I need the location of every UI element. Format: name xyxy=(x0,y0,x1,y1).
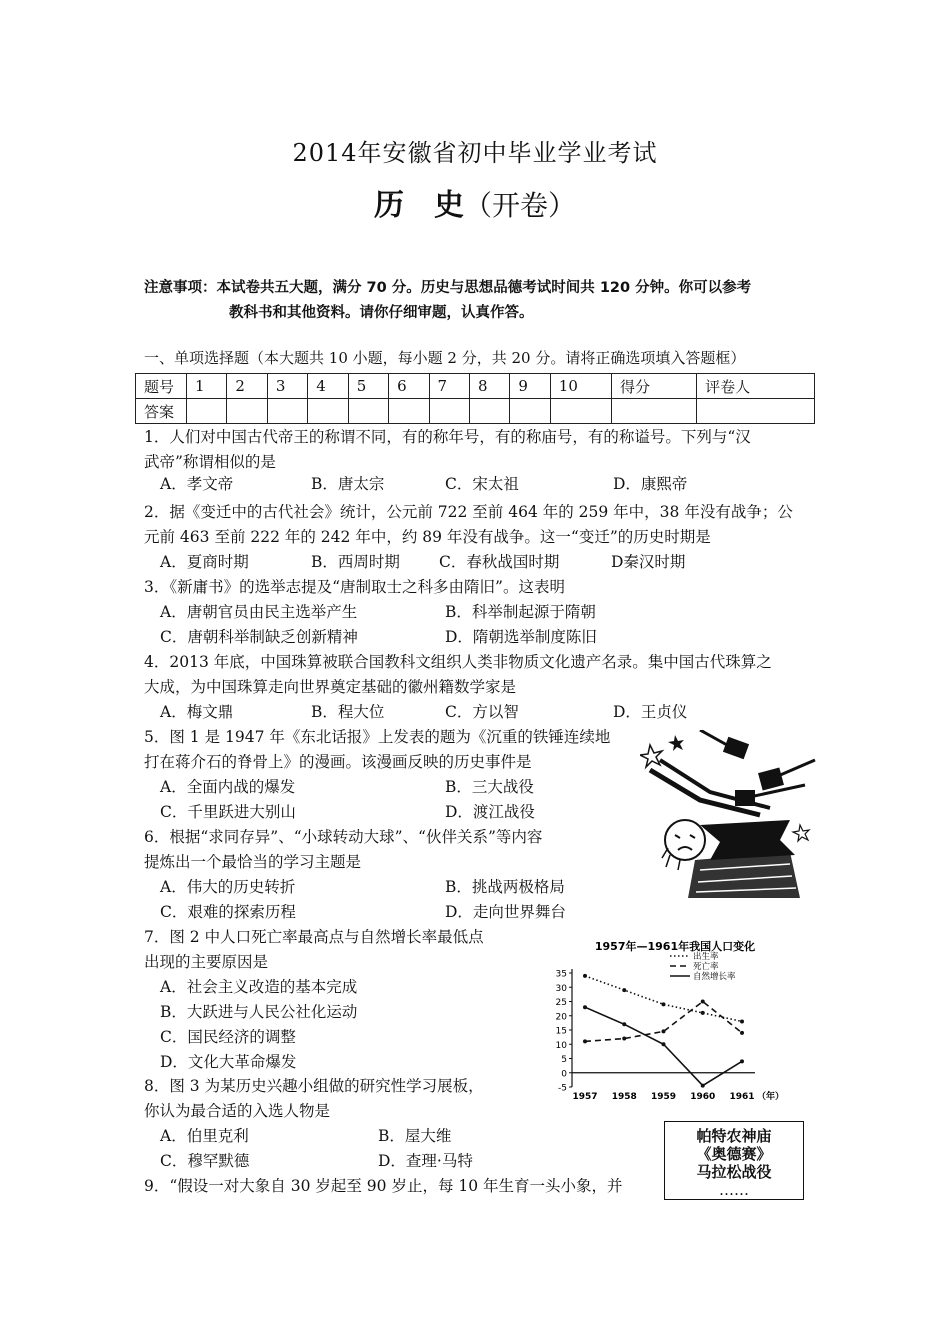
answer-input-cell[interactable] xyxy=(429,399,469,424)
data-point xyxy=(740,1019,744,1023)
q4-option-b: B．程大位 xyxy=(311,703,385,721)
data-point xyxy=(662,1002,666,1006)
q7-line-1: 7．图 2 中人口死亡率最高点与自然增长率最低点 xyxy=(144,928,484,946)
data-point xyxy=(662,1029,666,1033)
q1-option-c: C．宋太祖 xyxy=(445,475,519,493)
y-tick-label: 20 xyxy=(555,1012,567,1023)
y-tick-label: 35 xyxy=(555,969,567,980)
answer-input-cell[interactable] xyxy=(227,399,267,424)
display-board-line: …… xyxy=(719,1181,749,1199)
data-point xyxy=(583,1039,587,1043)
score-cell[interactable] xyxy=(612,399,697,424)
y-tick-label: 5 xyxy=(561,1055,567,1065)
q8-option-b: B．屋大维 xyxy=(378,1127,452,1145)
x-tick-label: 1957 xyxy=(572,1092,598,1100)
q3-option-d: D．隋朝选举制度陈旧 xyxy=(445,628,597,646)
q5-option-d: D．渡江战役 xyxy=(445,803,535,821)
answer-table-cell: 4 xyxy=(308,374,348,399)
answer-input-cell[interactable] xyxy=(187,399,227,424)
q2-option-d: D秦汉时期 xyxy=(611,553,686,571)
population-chart xyxy=(540,935,805,1100)
q2-line-1: 2．据《变迁中的古代社会》统计，公元前 722 至前 464 年的 259 年中，38 年没有战争；公 xyxy=(144,503,793,521)
answer-table-cell: 9 xyxy=(510,374,550,399)
q3-line-1: 3．《新庸书》的选举志提及“唐制取士之科多由隋旧”。这表明 xyxy=(144,578,565,596)
x-tick-label: 1959 xyxy=(650,1092,677,1100)
display-board xyxy=(664,1121,804,1200)
y-tick-label: 15 xyxy=(555,1026,567,1037)
q8-option-d: D．查理·马特 xyxy=(378,1152,473,1170)
answer-table-cell: 答案 xyxy=(136,399,187,424)
data-point xyxy=(622,988,626,992)
answer-table-cell: 评卷人 xyxy=(697,374,815,399)
q6-option-c: C．艰难的探索历程 xyxy=(160,903,296,921)
chart-title: 1957年—1961年我国人口变化 xyxy=(594,940,756,953)
answer-table-cell: 题号 xyxy=(136,374,187,399)
answer-table-cell: 3 xyxy=(267,374,307,399)
q2-line-2: 元前 463 至前 222 年的 242 年中，约 89 年没有战争。这一“变迁”的历史时期是 xyxy=(144,528,711,546)
answer-table-cell: 6 xyxy=(389,374,429,399)
subject-name: 历 史 xyxy=(373,188,464,223)
q8-option-a: A．伯里克利 xyxy=(160,1127,249,1145)
x-tick-label: 1961 xyxy=(729,1092,755,1100)
y-tick-label: -5 xyxy=(558,1083,567,1094)
answer-input-cell[interactable] xyxy=(267,399,307,424)
q2-option-a: A．夏商时期 xyxy=(160,553,249,571)
q7-option-d: D．文化大革命爆发 xyxy=(160,1053,297,1071)
series-line-1 xyxy=(585,1002,742,1042)
grader-cell[interactable] xyxy=(697,399,815,424)
q3-option-c: C．唐朝科举制缺乏创新精神 xyxy=(160,628,358,646)
q5-option-c: C．千里跃进大别山 xyxy=(160,803,296,821)
answer-table-cell: 5 xyxy=(348,374,388,399)
data-point xyxy=(583,1005,587,1009)
q4-option-d: D．王贞仪 xyxy=(613,703,688,721)
q2-option-c: C．春秋战国时期 xyxy=(439,553,560,571)
data-point xyxy=(740,1059,744,1063)
q9-line-1: 9．“假设一对大象自 30 岁起至 90 岁止，每 10 年生育一头小象，并 xyxy=(144,1177,623,1195)
data-point xyxy=(622,1022,626,1026)
legend-label: 死亡率 xyxy=(693,962,719,972)
subject-note: （开卷） xyxy=(463,189,576,222)
exam-title: 2014年安徽省初中毕业学业考试 xyxy=(292,139,658,167)
display-board-line: 《奥德赛》 xyxy=(696,1145,772,1163)
legend-label: 自然增长率 xyxy=(693,972,736,982)
q8-line-2: 你认为最合适的入选人物是 xyxy=(144,1102,331,1120)
answer-table-header-row xyxy=(136,374,815,399)
answer-input-cell[interactable] xyxy=(510,399,550,424)
answer-input-cell[interactable] xyxy=(389,399,429,424)
subject-title xyxy=(0,180,950,224)
display-board-line: 帕特农神庙 xyxy=(696,1127,772,1145)
cartoon-hammer-icon xyxy=(640,730,820,900)
q8-option-c: C．穆罕默德 xyxy=(160,1152,250,1170)
q4-option-c: C．方以智 xyxy=(445,703,519,721)
answer-table-cell: 2 xyxy=(227,374,267,399)
q1-line-2: 武帝”称谓相似的是 xyxy=(144,453,276,471)
x-tick-label: 1958 xyxy=(611,1092,637,1100)
q8-line-1: 8．图 3 为某历史兴趣小组做的研究性学习展板， xyxy=(144,1077,484,1095)
q6-option-d: D．走向世界舞台 xyxy=(445,903,566,921)
answer-input-cell[interactable] xyxy=(308,399,348,424)
data-point xyxy=(701,1000,705,1004)
q5-line-1: 5．图 1 是 1947 年《东北话报》上发表的题为《沉重的铁锤连续地 xyxy=(144,728,611,746)
q7-option-a: A．社会主义改造的基本完成 xyxy=(160,978,358,996)
notice-line-1: 注意事项：本试卷共五大题，满分 70 分。历史与思想品德考试时间共 120 分钟。你可以参考 xyxy=(144,280,752,296)
chart-series xyxy=(583,974,744,1088)
data-point xyxy=(701,1011,705,1015)
series-line-0 xyxy=(585,976,742,1022)
y-tick-label: 10 xyxy=(555,1040,567,1051)
q5-line-2: 打在蒋介石的脊骨上》的漫画。该漫画反映的历史事件是 xyxy=(144,753,532,771)
answer-table-answer-row xyxy=(136,399,815,424)
q7-line-2: 出现的主要原因是 xyxy=(144,953,269,971)
q6-line-2: 提炼出一个最恰当的学习主题是 xyxy=(144,853,362,871)
q1-line-1: 1．人们对中国古代帝王的称谓不同，有的称年号，有的称庙号，有的称谥号。下列与“汉 xyxy=(144,428,751,446)
y-tick-label: 25 xyxy=(555,998,567,1008)
q5-option-a: A．全面内战的爆发 xyxy=(160,778,296,796)
chart-axes xyxy=(556,969,784,1100)
section-heading: 一、单项选择题（本大题共 10 小题，每小题 2 分，共 20 分。请将正确选项填入答题框） xyxy=(144,349,746,367)
chart-legend xyxy=(670,951,736,982)
data-point xyxy=(622,1037,626,1041)
q6-line-1: 6．根据“求同存异”、“小球转动大球”、“伙伴关系”等内容 xyxy=(144,828,543,846)
q2-option-b: B．西周时期 xyxy=(311,553,400,571)
answer-table-cell: 10 xyxy=(550,374,611,399)
q5-option-b: B．三大战役 xyxy=(445,778,534,796)
data-point xyxy=(701,1084,705,1088)
q3-option-a: A．唐朝官员由民主选举产生 xyxy=(160,603,358,621)
x-tick-label: 1960 xyxy=(690,1092,716,1100)
data-point xyxy=(740,1031,744,1035)
x-unit-label: （年） xyxy=(757,1092,785,1100)
q1-option-b: B．唐太宗 xyxy=(311,475,385,493)
q6-option-b: B．挑战两极格局 xyxy=(445,878,565,896)
answer-table-cell: 8 xyxy=(469,374,509,399)
y-tick-label: 0 xyxy=(561,1069,567,1080)
answer-table-cell: 7 xyxy=(429,374,469,399)
q3-option-b: B．科举制起源于隋朝 xyxy=(445,603,596,621)
y-tick-label: 30 xyxy=(555,983,567,994)
q6-option-a: A．伟大的历史转折 xyxy=(160,878,296,896)
legend-label: 出生率 xyxy=(693,952,719,962)
display-board-line: 马拉松战役 xyxy=(696,1163,772,1181)
q4-option-a: A．梅文鼎 xyxy=(160,703,234,721)
q4-line-2: 大成，为中国珠算走向世界奠定基础的徽州籍数学家是 xyxy=(144,678,517,696)
answer-table-cell: 1 xyxy=(187,374,227,399)
notice-line-2: 教科书和其他资料。请你仔细审题，认真作答。 xyxy=(229,305,534,321)
answer-table xyxy=(135,373,815,424)
q1-option-d: D．康熙帝 xyxy=(613,475,688,493)
answer-input-cell[interactable] xyxy=(469,399,509,424)
answer-table-cell: 得分 xyxy=(612,374,697,399)
q7-option-c: C．国民经济的调整 xyxy=(160,1028,296,1046)
data-point xyxy=(583,974,587,978)
q1-option-a: A．孝文帝 xyxy=(160,475,234,493)
q4-line-1: 4．2013 年底，中国珠算被联合国教科文组织人类非物质文化遗产名录。集中国古代珠算之 xyxy=(144,653,772,671)
data-point xyxy=(662,1042,666,1046)
answer-input-cell[interactable] xyxy=(550,399,611,424)
series-line-2 xyxy=(585,1007,742,1085)
q7-option-b: B．大跃进与人民公社化运动 xyxy=(160,1003,358,1021)
answer-input-cell[interactable] xyxy=(348,399,388,424)
